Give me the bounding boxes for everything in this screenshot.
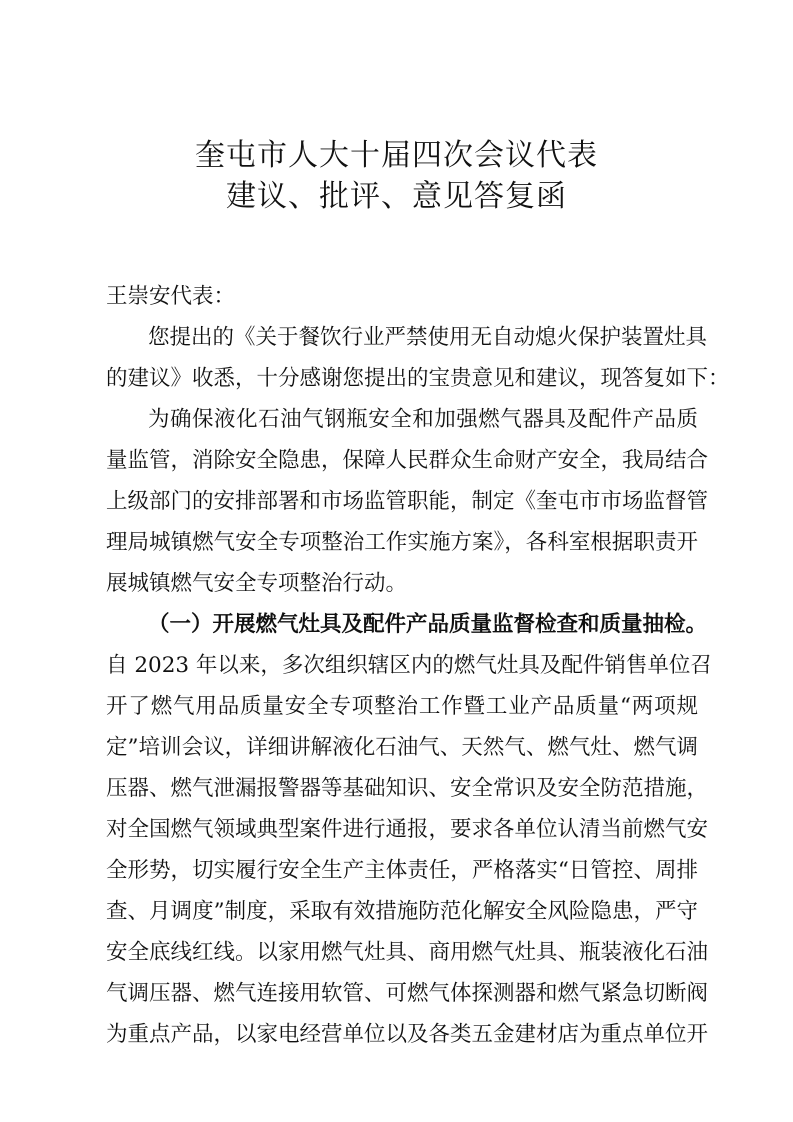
- salutation: 王崇安代表：: [106, 284, 236, 309]
- body-line: 查、月调度”制度，采取有效措施防范化解安全风险隐患，严守: [106, 899, 698, 924]
- document-title-line-2: 建议、批评、意见答复函: [226, 179, 567, 214]
- section-heading: （一）开展燃气灶具及配件产品质量监督检查和质量抽检。: [148, 612, 708, 637]
- body-line: 定”培训会议，详细讲解液化石油气、天然气、燃气灶、燃气调: [106, 735, 698, 760]
- body-line: 开了燃气用品质量安全专项整治工作暨工业产品质量“两项规: [106, 694, 698, 719]
- body-line: 您提出的《关于餐饮行业严禁使用无自动熄火保护装置灶具: [148, 325, 708, 350]
- body-line: 对全国燃气领域典型案件进行通报，要求各单位认清当前燃气安: [106, 817, 709, 842]
- body-line: 的建议》收悉，十分感谢您提出的宝贵意见和建议，现答复如下：: [106, 366, 730, 391]
- body-line: 气调压器、燃气连接用软管、可燃气体探测器和燃气紧急切断阀: [106, 981, 709, 1006]
- body-line: 为重点产品，以家电经营单位以及各类五金建材店为重点单位开: [106, 1022, 709, 1047]
- body-line: 压器、燃气泄漏报警器等基础知识、安全常识及安全防范措施，: [106, 776, 709, 801]
- body-line: 展城镇燃气安全专项整治行动。: [106, 571, 408, 596]
- body-line: 理局城镇燃气安全专项整治工作实施方案》，各科室根据职责开: [106, 530, 698, 555]
- body-line: 上级部门的安排部署和市场监管职能，制定《奎屯市市场监督管: [106, 489, 709, 514]
- body-line: 量监管，消除安全隐患，保障人民群众生命财产安全，我局结合: [106, 448, 709, 473]
- document-title-line-1: 奎屯市人大十届四次会议代表: [195, 138, 598, 173]
- body-line: 安全底线红线。以家用燃气灶具、商用燃气灶具、瓶装液化石油: [106, 940, 709, 965]
- body-line: 为确保液化石油气钢瓶安全和加强燃气器具及配件产品质: [148, 407, 698, 432]
- body-line: 自 2023 年以来，多次组织辖区内的燃气灶具及配件销售单位召: [106, 653, 712, 678]
- body-line: 全形势，切实履行安全生产主体责任，严格落实“日管控、周排: [106, 858, 698, 883]
